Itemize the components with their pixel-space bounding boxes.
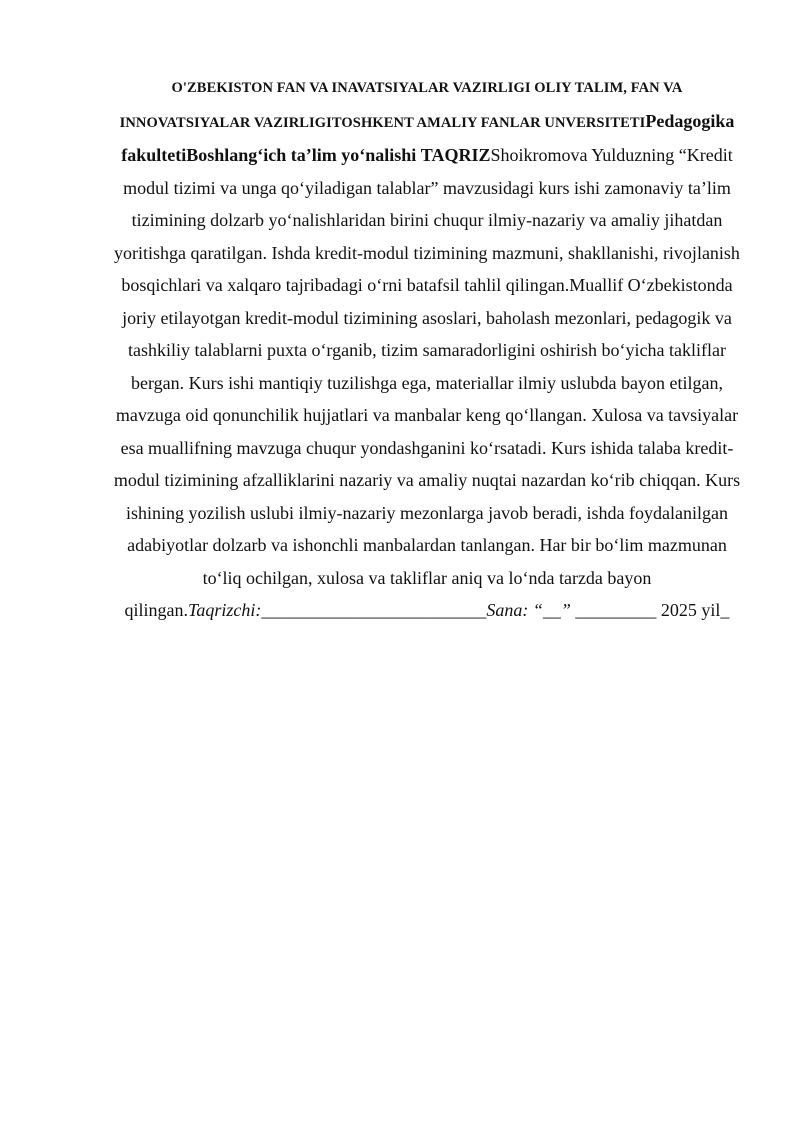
faculty-name: Pedagogika fakulteti: [121, 110, 735, 165]
reviewer-label: Taqrizchi:: [188, 600, 262, 620]
document-type-title: TAQRIZ: [420, 145, 491, 165]
date-label: Sana: “__”: [486, 600, 571, 620]
institution-header: O'ZBEKISTON FAN VA INAVATSIYALAR VAZIRLIGI OLIY TALIM, FAN VA INNOVATSIYALAR VAZIRLIGITOSHKENT AMALIY FANLAR UNVERSITETI: [119, 80, 683, 131]
direction-name: Boshlang‘ich ta’lim yo‘nalishi: [186, 145, 417, 165]
review-body-text: Shoikromova Yulduzning “Kredit modul tizimi va unga qo‘yiladigan talablar” mavzusidagi kurs ishi zamonaviy ta’lim tizimining dolzarb yo‘nalishlaridan birini chuqur ilmiy-nazariy va amaliy jihatdan yoritishga qaratilgan. Ishda kredit-modul tizimining mazmuni, shakllanishi, rivojlanish bosqichlari va xalqaro tajribadagi o‘rni batafsil tahlil qilingan.Muallif O‘zbekistonda joriy etilayotgan kredit-modul tizimining asoslari, baholash mezonlari, pedagogik va tashkiliy talablarni puxta o‘rganib, tizim samaradorligini oshirish bo‘yicha takliflar bergan. Kurs ishi mantiqiy tuzilishga ega, materiallar ilmiy uslubda bayon etilgan, mavzuga oid qonunchilik hujjatlari va manbalar keng qo‘llangan. Xulosa va tavsiyalar esa muallifning mavzuga chuqur yondashganini ko‘rsatadi. Kurs ishida talaba kredit-modul tizimining afzalliklarini nazariy va amaliy nuqtai nazardan ko‘rib chiqqan. Kurs ishining yozilish uslubi ilmiy-nazariy mezonlarga javob beradi, ishda foydalanilgan adabiyotlar dolzarb va ishonchli manbalardan tanlangan. Har bir bo‘lim mazmunan to‘liq ochilgan, xulosa va takliflar aniq va lo‘nda tarzda bayon qilingan.: [113, 145, 741, 620]
reviewer-signature-line: _________________________: [261, 600, 487, 620]
document-page: [112, 70, 742, 627]
date-line: _________ 2025 yil_: [570, 600, 730, 620]
